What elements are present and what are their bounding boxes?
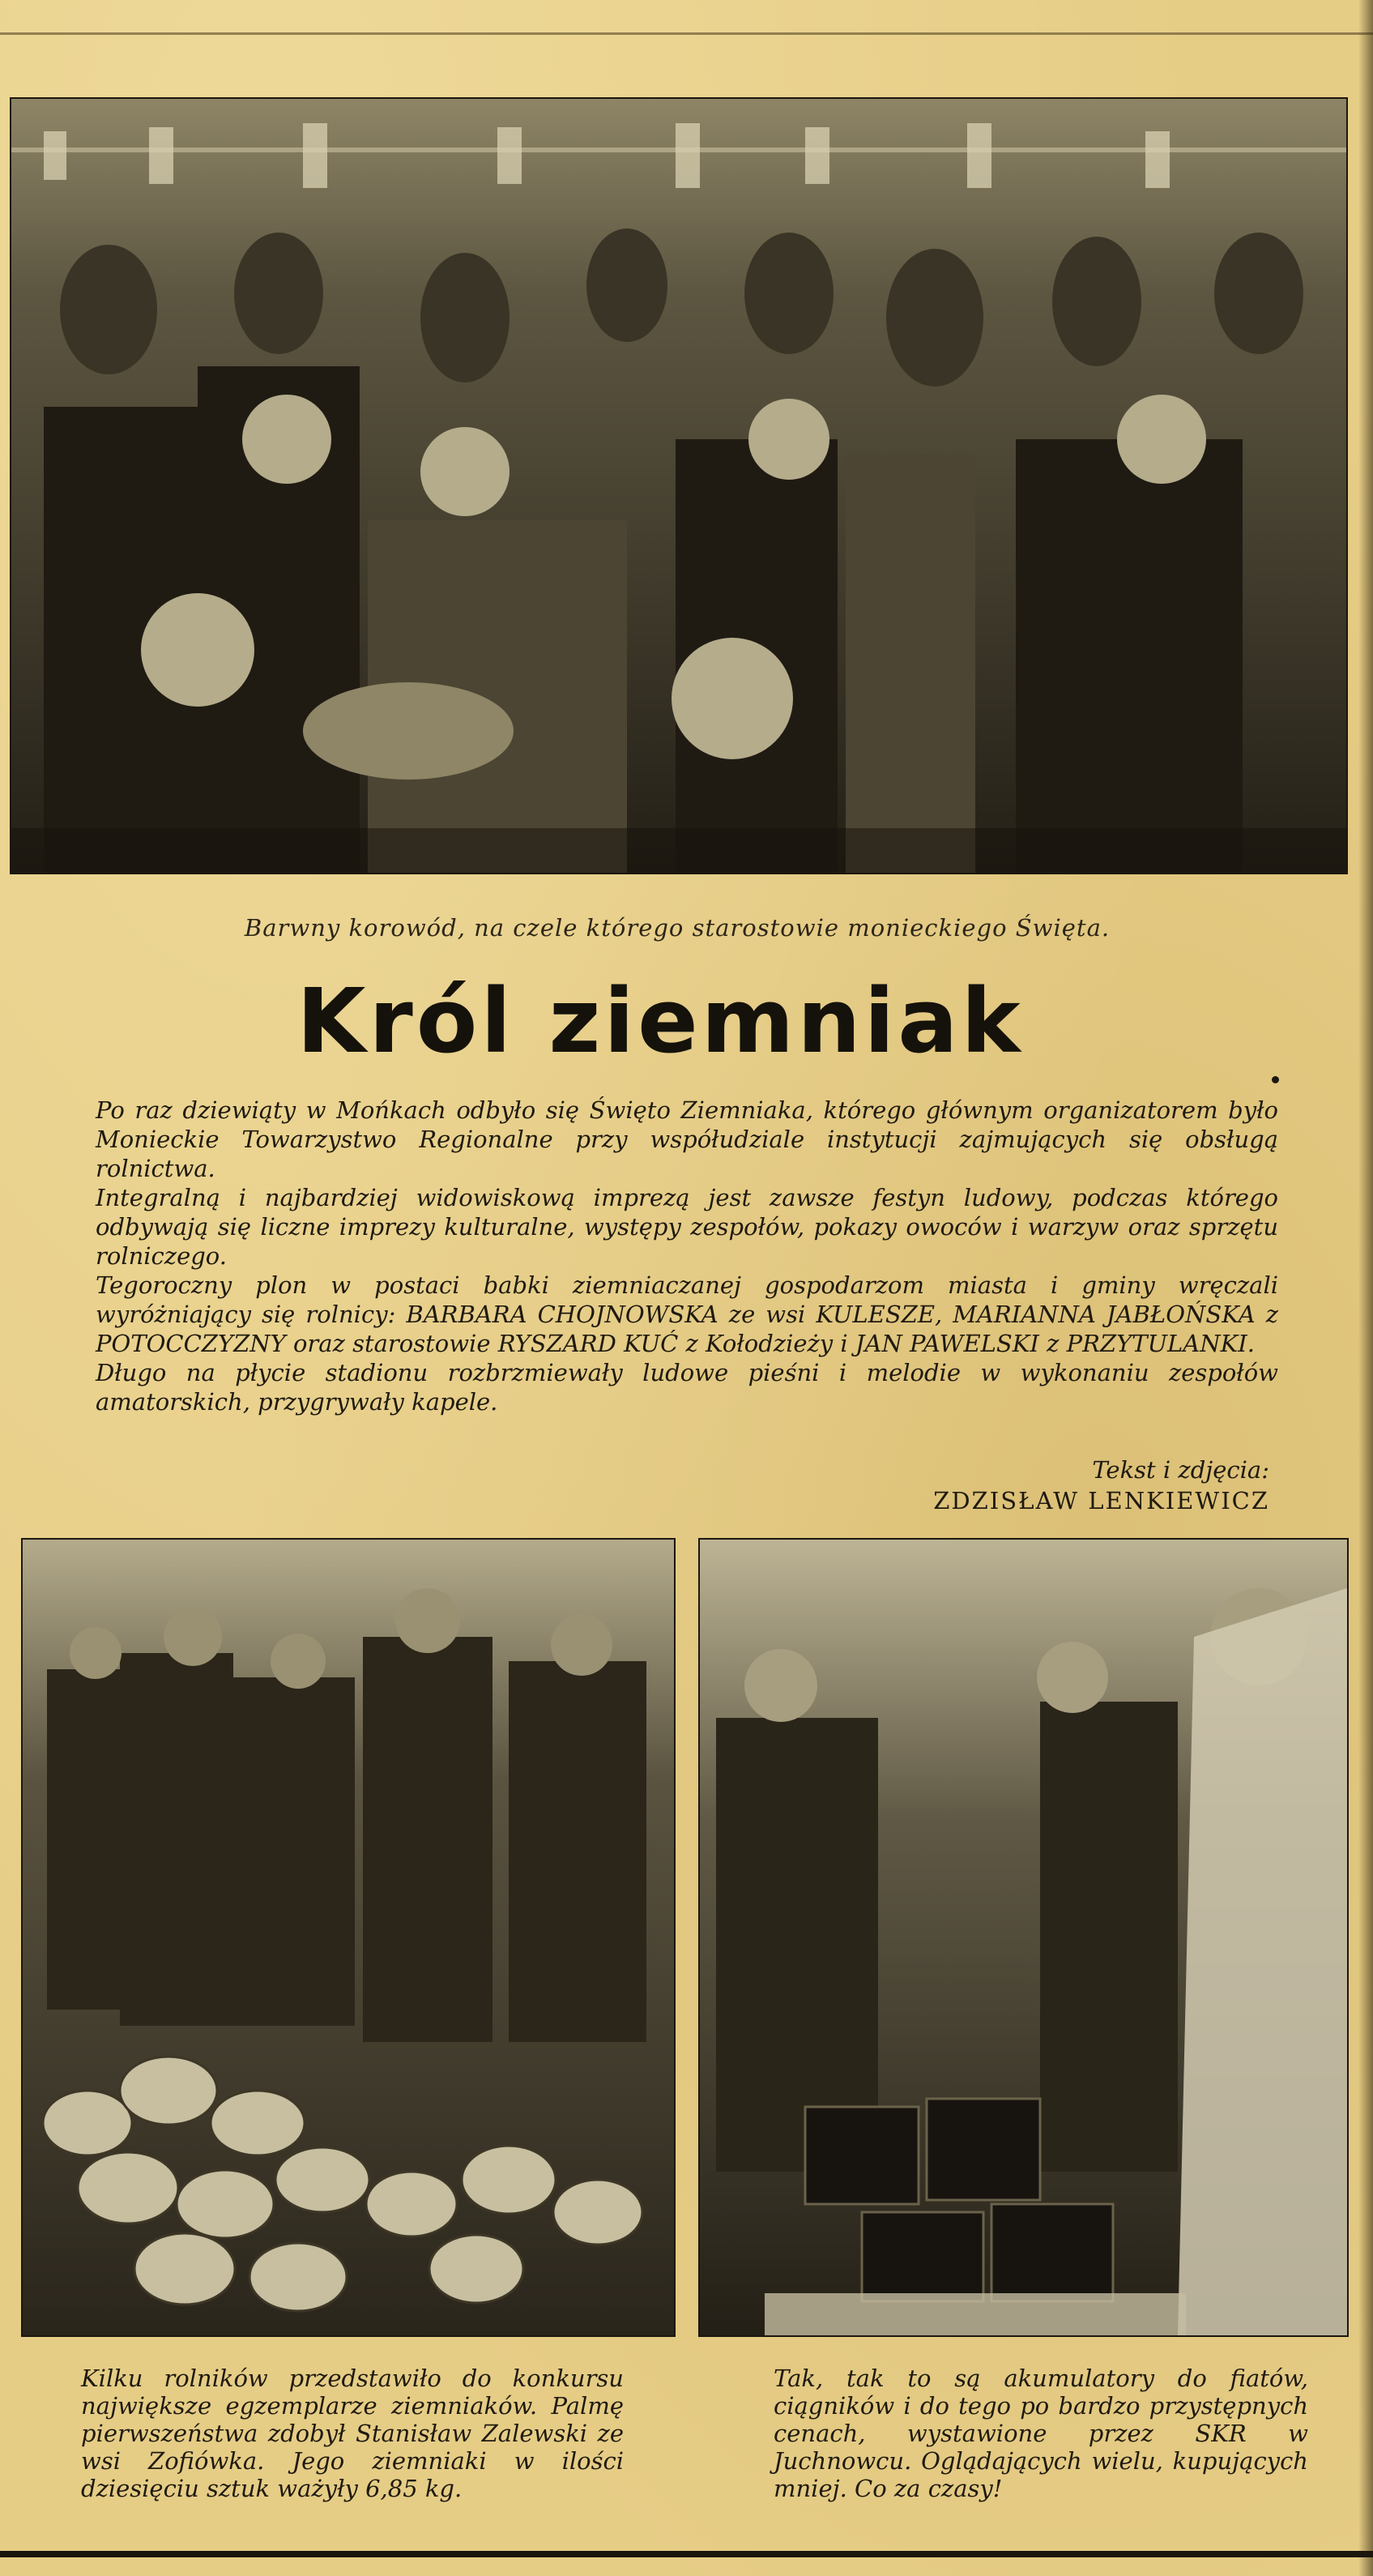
potatoes-image (23, 1540, 674, 2335)
festival-crowd-photo (10, 97, 1348, 874)
bottom-right-photo-caption: Tak, tak to są akumulatory do fiatów, ciągników i do tego po bardzo przystępnych cenach, wystawione przez SKR w Juchnowcu. Oglądających wielu, kupujących mniej. Co za czasy! (774, 2365, 1308, 2502)
potatoes-photo (21, 1538, 676, 2337)
festival-crowd-image (11, 99, 1346, 873)
bottom-left-photo-caption: Kilku rolników przedstawiło do konkursu największe egzemplarze ziemniaków. Palmę pierwszeństwa zdobył Stanisław Zalewski ze wsi Zofiówka. Jego ziemniaki w ilości dziesięciu sztuk ważyły 6,85 kg. (81, 2365, 624, 2502)
top-rule (0, 32, 1373, 35)
ink-dot (1272, 1076, 1279, 1083)
author-credit (864, 1455, 1269, 1516)
article-paragraph-3: Tegoroczny plon w postaci babki ziemniaczanej gospodarzom miasta i gminy wręczali wyróżniający się rolnicy: BARBARA CHOJNOWSKA ze wsi KULESZE, MARIANNA JABŁOŃSKA z POTOCCZYZNY oraz starostowie RYSZARD KUĆ z Kołodzieży i JAN PAWELSKI z PRZYTULANKI. (96, 1271, 1278, 1357)
article-paragraph-1: Po raz dziewiąty w Mońkach odbyło się Święto Ziemniaka, którego głównym organizatorem było Monieckie Towarzystwo Regionalne przy współudziale instytucji zajmujących się obsługą rolnictwa. (96, 1096, 1278, 1182)
headline: Król ziemniak (296, 969, 1024, 1073)
article-paragraph-4: Długo na płycie stadionu rozbrzmiewały ludowe pieśni i melodie w wykonaniu zespołów amatorskich, przygrywały kapele. (96, 1359, 1278, 1416)
batteries-image (700, 1540, 1347, 2335)
page-edge-shadow (1358, 0, 1373, 2576)
credit-label: Tekst i zdjęcia: (1092, 1456, 1269, 1484)
article-paragraph-2: Integralną i najbardziej widowiskową imprezą jest zawsze festyn ludowy, podczas którego odbywają się liczne imprezy kulturalne, występy zespołów, pokazy owoców i warzyw oraz sprzętu rolniczego. (96, 1184, 1278, 1270)
credit-name: ZDZISŁAW LENKIEWICZ (933, 1487, 1269, 1514)
top-photo-caption: Barwny korowód, na czele którego starostowie monieckiego Święta. (244, 914, 1111, 942)
batteries-photo (698, 1538, 1349, 2337)
article-body (96, 1096, 1278, 1416)
bottom-rule (0, 2551, 1373, 2557)
